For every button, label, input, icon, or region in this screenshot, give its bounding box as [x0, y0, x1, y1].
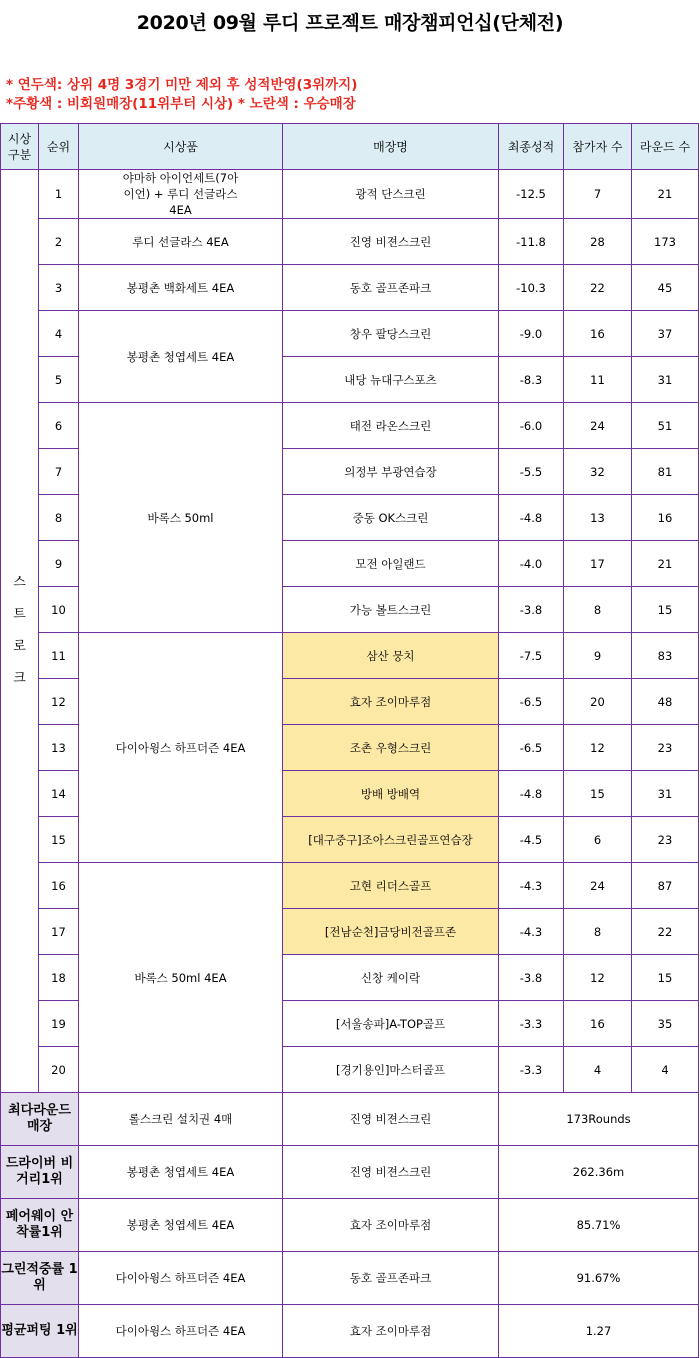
- rank-cell: 16: [39, 863, 79, 909]
- award-prize: 롤스크린 설치권 4매: [79, 1093, 283, 1146]
- award-result: 85.71%: [499, 1199, 699, 1252]
- special-award-row: [1, 1093, 699, 1146]
- players-cell: 12: [564, 725, 632, 771]
- prize-cell: 바록스 50ml: [79, 403, 283, 633]
- prize-cell: 루디 선글라스 4EA: [79, 219, 283, 265]
- score-cell: -6.0: [499, 403, 564, 449]
- players-cell: 24: [564, 863, 632, 909]
- players-cell: 20: [564, 679, 632, 725]
- score-cell: -4.3: [499, 909, 564, 955]
- store-cell: 조촌 우형스크린: [283, 725, 499, 771]
- players-cell: 6: [564, 817, 632, 863]
- rounds-cell: 48: [632, 679, 699, 725]
- rank-cell: 6: [39, 403, 79, 449]
- score-cell: -4.8: [499, 771, 564, 817]
- table-row: [1, 219, 699, 265]
- rounds-cell: 15: [632, 587, 699, 633]
- players-cell: 24: [564, 403, 632, 449]
- score-cell: -4.5: [499, 817, 564, 863]
- store-cell: 방배 방배역: [283, 771, 499, 817]
- store-cell: 내당 뉴대구스포츠: [283, 357, 499, 403]
- header-rounds: 라운드 수: [632, 124, 699, 170]
- store-cell: 고현 리더스골프: [283, 863, 499, 909]
- note-line-2: *주황색 : 비회원매장(11위부터 시상) * 노란색 : 우승매장: [6, 96, 356, 112]
- score-cell: -6.5: [499, 725, 564, 771]
- category-stroke: 스 트 로 크: [1, 170, 39, 1093]
- rounds-cell: 4: [632, 1047, 699, 1093]
- award-category: 페어웨이 안착률1위: [1, 1199, 79, 1252]
- players-cell: 11: [564, 357, 632, 403]
- table-row: [1, 265, 699, 311]
- award-store: 진영 비젼스크린: [283, 1093, 499, 1146]
- rank-cell: 4: [39, 311, 79, 357]
- header-row: [1, 124, 699, 170]
- header-players: 참가자 수: [564, 124, 632, 170]
- store-cell: 가능 볼트스크린: [283, 587, 499, 633]
- prize-cell: 봉평촌 청엽세트 4EA: [79, 311, 283, 403]
- legend-notes: [6, 76, 357, 114]
- rank-cell: 17: [39, 909, 79, 955]
- table-row: [1, 633, 699, 679]
- players-cell: 13: [564, 495, 632, 541]
- table-row: [1, 863, 699, 909]
- table-row: [1, 170, 699, 219]
- special-award-row: [1, 1252, 699, 1305]
- players-cell: 17: [564, 541, 632, 587]
- header-prize: 시상품: [79, 124, 283, 170]
- award-category: 드라이버 비거리1위: [1, 1146, 79, 1199]
- rounds-cell: 31: [632, 357, 699, 403]
- rank-cell: 15: [39, 817, 79, 863]
- players-cell: 15: [564, 771, 632, 817]
- rank-cell: 11: [39, 633, 79, 679]
- players-cell: 4: [564, 1047, 632, 1093]
- store-cell: 모전 아일랜드: [283, 541, 499, 587]
- store-cell: 태전 라온스크린: [283, 403, 499, 449]
- prize-cell: 다이아윙스 하프더즌 4EA: [79, 633, 283, 863]
- header-category: 시상 구분: [1, 124, 39, 170]
- rounds-cell: 87: [632, 863, 699, 909]
- rank-cell: 13: [39, 725, 79, 771]
- award-category: 그린적중률 1위: [1, 1252, 79, 1305]
- score-cell: -5.5: [499, 449, 564, 495]
- players-cell: 22: [564, 265, 632, 311]
- players-cell: 9: [564, 633, 632, 679]
- prize-cell: 봉평촌 백화세트 4EA: [79, 265, 283, 311]
- rank-cell: 20: [39, 1047, 79, 1093]
- rank-cell: 18: [39, 955, 79, 1001]
- special-award-row: [1, 1305, 699, 1358]
- rank-cell: 9: [39, 541, 79, 587]
- score-cell: -9.0: [499, 311, 564, 357]
- rounds-cell: 37: [632, 311, 699, 357]
- players-cell: 16: [564, 311, 632, 357]
- award-result: 262.36m: [499, 1146, 699, 1199]
- store-cell: [서울송파]A-TOP골프: [283, 1001, 499, 1047]
- rounds-cell: 31: [632, 771, 699, 817]
- score-cell: -6.5: [499, 679, 564, 725]
- rank-cell: 12: [39, 679, 79, 725]
- award-prize: 다이아윙스 하프더즌 4EA: [79, 1252, 283, 1305]
- award-category: 평균퍼팅 1위: [1, 1305, 79, 1358]
- rounds-cell: 45: [632, 265, 699, 311]
- score-cell: -7.5: [499, 633, 564, 679]
- store-cell: 효자 조이마루점: [283, 679, 499, 725]
- award-prize: 봉평촌 청엽세트 4EA: [79, 1146, 283, 1199]
- score-cell: -11.8: [499, 219, 564, 265]
- rounds-cell: 23: [632, 725, 699, 771]
- store-cell: 광적 단스크린: [283, 170, 499, 219]
- award-store: 진영 비젼스크린: [283, 1146, 499, 1199]
- rank-cell: 2: [39, 219, 79, 265]
- rank-cell: 1: [39, 170, 79, 219]
- score-cell: -10.3: [499, 265, 564, 311]
- rank-cell: 14: [39, 771, 79, 817]
- score-cell: -4.8: [499, 495, 564, 541]
- players-cell: 8: [564, 587, 632, 633]
- score-cell: -3.8: [499, 955, 564, 1001]
- results-table: [0, 123, 699, 1358]
- store-cell: [대구중구]조아스크린골프연습장: [283, 817, 499, 863]
- rounds-cell: 51: [632, 403, 699, 449]
- prize-cell: 바록스 50ml 4EA: [79, 863, 283, 1093]
- rounds-cell: 35: [632, 1001, 699, 1047]
- table-row: [1, 311, 699, 357]
- special-award-row: [1, 1199, 699, 1252]
- score-cell: -12.5: [499, 170, 564, 219]
- rounds-cell: 81: [632, 449, 699, 495]
- players-cell: 16: [564, 1001, 632, 1047]
- score-cell: -3.8: [499, 587, 564, 633]
- score-cell: -3.3: [499, 1001, 564, 1047]
- score-cell: -4.0: [499, 541, 564, 587]
- rank-cell: 7: [39, 449, 79, 495]
- results-body: [1, 170, 699, 1358]
- award-result: 173Rounds: [499, 1093, 699, 1146]
- store-cell: 중동 OK스크린: [283, 495, 499, 541]
- store-cell: 신창 케이락: [283, 955, 499, 1001]
- store-cell: 창우 팔당스크린: [283, 311, 499, 357]
- rounds-cell: 15: [632, 955, 699, 1001]
- players-cell: 7: [564, 170, 632, 219]
- players-cell: 12: [564, 955, 632, 1001]
- note-line-1: * 연두색: 상위 4명 3경기 미만 제외 후 성적반영(3위까지): [6, 77, 358, 93]
- store-cell: 삼산 뭉치: [283, 633, 499, 679]
- store-cell: 진영 비젼스크린: [283, 219, 499, 265]
- players-cell: 28: [564, 219, 632, 265]
- store-cell: 의정부 부광연습장: [283, 449, 499, 495]
- award-store: 효자 조이마루점: [283, 1305, 499, 1358]
- store-cell: 동호 골프존파크: [283, 265, 499, 311]
- score-cell: -3.3: [499, 1047, 564, 1093]
- players-cell: 32: [564, 449, 632, 495]
- rounds-cell: 21: [632, 170, 699, 219]
- rounds-cell: 83: [632, 633, 699, 679]
- rounds-cell: 23: [632, 817, 699, 863]
- award-prize: 다이아윙스 하프더즌 4EA: [79, 1305, 283, 1358]
- rounds-cell: 21: [632, 541, 699, 587]
- award-store: 동호 골프존파크: [283, 1252, 499, 1305]
- award-store: 효자 조이마루점: [283, 1199, 499, 1252]
- rank-cell: 5: [39, 357, 79, 403]
- store-cell: [경기용인]마스터골프: [283, 1047, 499, 1093]
- rank-cell: 8: [39, 495, 79, 541]
- rank-cell: 19: [39, 1001, 79, 1047]
- page-title: 2020년 09월 루디 프로젝트 매장챔피언십(단체전): [136, 12, 564, 34]
- rounds-cell: 22: [632, 909, 699, 955]
- rank-cell: 10: [39, 587, 79, 633]
- award-result: 91.67%: [499, 1252, 699, 1305]
- award-prize: 봉평촌 청엽세트 4EA: [79, 1199, 283, 1252]
- award-result: 1.27: [499, 1305, 699, 1358]
- award-category: 최다라운드 매장: [1, 1093, 79, 1146]
- table-row: [1, 403, 699, 449]
- score-cell: -4.3: [499, 863, 564, 909]
- rounds-cell: 16: [632, 495, 699, 541]
- header-score: 최종성적: [499, 124, 564, 170]
- players-cell: 8: [564, 909, 632, 955]
- special-award-row: [1, 1146, 699, 1199]
- header-rank: 순위: [39, 124, 79, 170]
- rounds-cell: 173: [632, 219, 699, 265]
- header-store: 매장명: [283, 124, 499, 170]
- store-cell: [전남순천]금당비전골프존: [283, 909, 499, 955]
- prize-cell: 야마하 아이언세트(7아이언) + 루디 선글라스 4EA: [79, 170, 283, 219]
- score-cell: -8.3: [499, 357, 564, 403]
- rank-cell: 3: [39, 265, 79, 311]
